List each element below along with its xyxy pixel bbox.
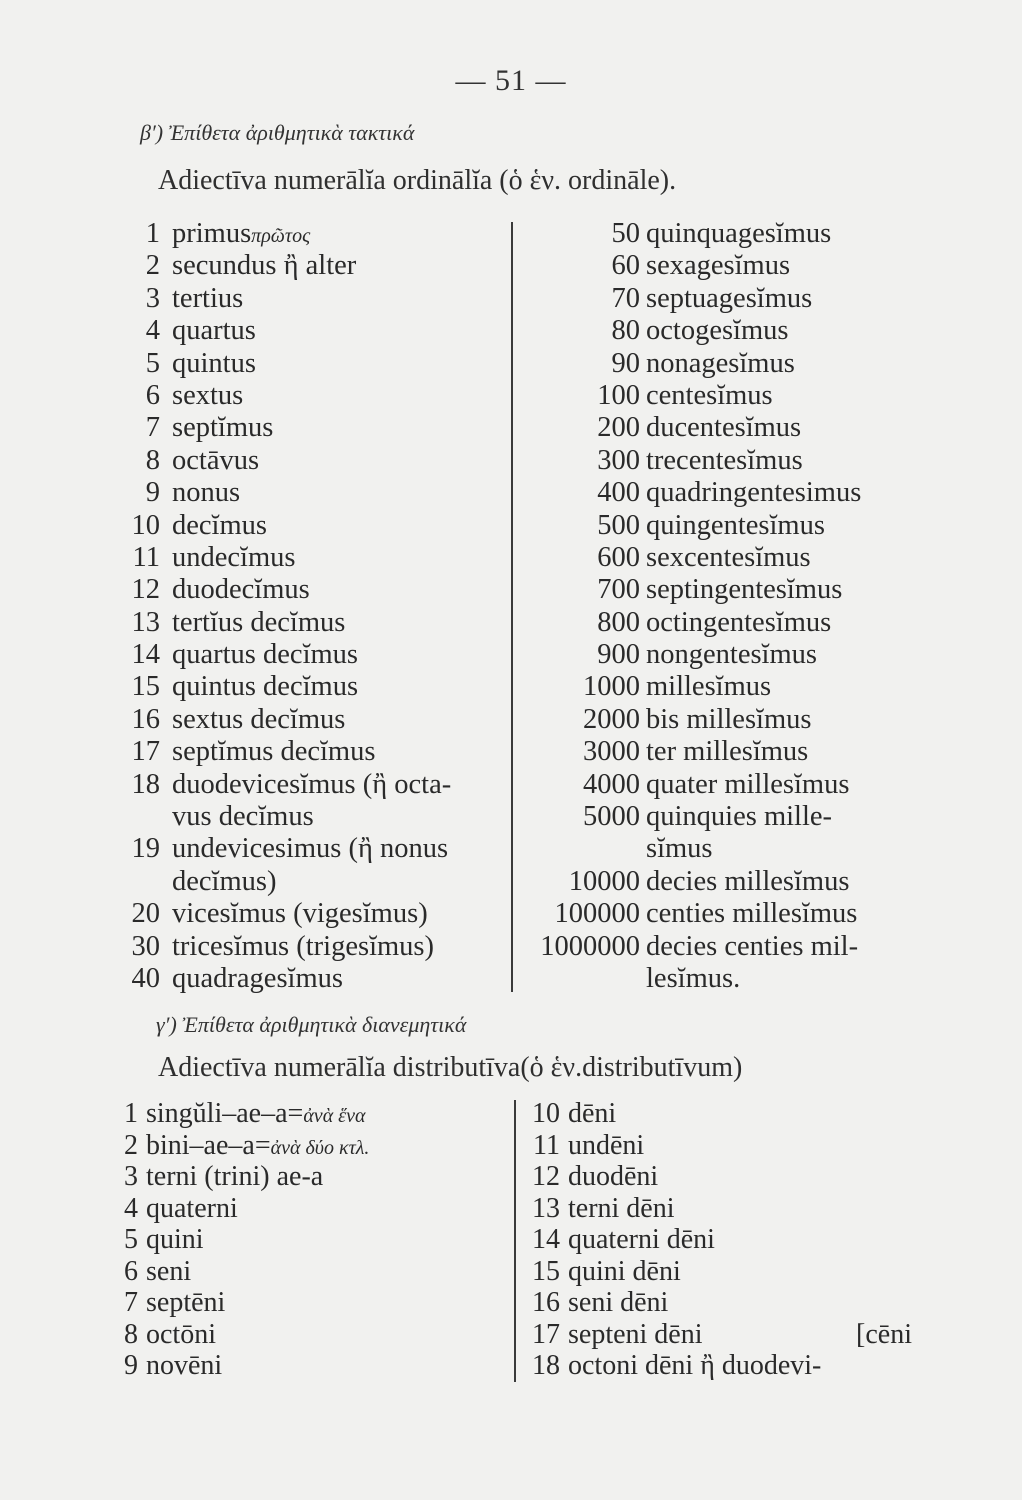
item-text: dēni [568, 1098, 617, 1129]
item-text-continued: decĭmus) [172, 865, 277, 897]
list-item [520, 1193, 912, 1225]
item-text: sexcentesĭmus [646, 541, 811, 573]
item-text: quadragesĭmus [172, 962, 343, 994]
item-text: quinquagesĭmus [646, 218, 832, 249]
list-item [520, 1130, 912, 1162]
item-text: septingentesĭmus [646, 574, 843, 606]
item-text: ter millesĭmus [646, 736, 809, 768]
item-number: 5 [145, 347, 160, 379]
column-divider-2 [514, 1100, 516, 1382]
list-item [505, 833, 861, 865]
item-number: 15 [131, 671, 160, 703]
list-item [520, 1224, 912, 1256]
list-item [118, 1098, 369, 1130]
item-text: septĭmus decĭmus [172, 736, 376, 768]
item-text: duodevicesĭmus (ἢ octa- [172, 768, 452, 800]
item-number: 60 [611, 250, 640, 282]
ordinal-left-column [130, 218, 451, 995]
item-text: duodecĭmus [172, 574, 310, 606]
item-number: 13 [532, 1192, 560, 1224]
list-item [118, 1350, 369, 1382]
item-number: 100000 [554, 898, 640, 930]
item-text: quini [146, 1224, 204, 1255]
section-gamma-title: Adiectīva numerālĭa distributīva(ὁ ἑν.distributīvum) [158, 1052, 743, 1083]
distributive-left-column [118, 1098, 369, 1382]
item-text: secundus ἢ alter [172, 250, 357, 282]
list-item [130, 736, 451, 768]
list-item [520, 1287, 912, 1319]
item-text: trecentesĭmus [646, 444, 803, 476]
list-item [130, 477, 451, 509]
item-number: 15 [532, 1255, 560, 1287]
item-number: 20 [131, 898, 160, 930]
list-item [505, 931, 861, 963]
list-item [505, 607, 861, 639]
item-number: 300 [597, 444, 640, 476]
list-item [130, 607, 451, 639]
greek-gloss: ἀνὰ δύο κτλ. [270, 1136, 370, 1159]
item-text: quartus [172, 315, 256, 347]
item-text: ducentesĭmus [646, 412, 802, 444]
item-text: septĭmus [172, 412, 274, 444]
item-number: 6 [124, 1255, 138, 1287]
list-item [505, 250, 861, 282]
item-number: 8 [145, 444, 160, 476]
item-text: singŭli–ae–a= [146, 1098, 304, 1129]
item-text: sextus [172, 379, 244, 411]
item-text: nongentesĭmus [646, 639, 817, 671]
list-item [118, 1161, 369, 1193]
list-item [118, 1256, 369, 1288]
list-item [505, 412, 861, 444]
list-item [130, 510, 451, 542]
item-number: 8 [124, 1318, 138, 1350]
section-beta-heading: β′) Ἐπίθετα ἀριθμητικὰ τακτικά [140, 120, 415, 145]
item-number: 70 [611, 282, 640, 314]
item-number: 10 [131, 509, 160, 541]
item-number: 2 [145, 250, 160, 282]
item-number: 3000 [583, 736, 640, 768]
list-item [130, 218, 451, 250]
item-number: 3 [124, 1161, 138, 1192]
item-text: nonus [172, 477, 241, 509]
list-item [130, 801, 451, 833]
list-item [130, 963, 451, 995]
item-number: 11 [533, 1129, 560, 1161]
item-text: quini dēni [568, 1255, 681, 1287]
item-text: octingentesĭmus [646, 606, 832, 638]
list-item [505, 542, 861, 574]
list-item [130, 704, 451, 736]
item-number: 9 [145, 477, 160, 509]
page-number: — 51 — [455, 64, 567, 97]
item-number: 400 [597, 477, 640, 509]
item-number: 50 [611, 218, 640, 249]
item-number: 3 [145, 282, 160, 314]
item-number: 1000000 [540, 930, 640, 962]
item-number: 200 [597, 412, 640, 444]
item-text: seni dēni [568, 1287, 669, 1318]
list-item [505, 477, 861, 509]
list-item [505, 445, 861, 477]
section-gamma-heading: γ′) Ἐπίθετα ἀριθμητικὰ διανεμητικά [156, 1012, 467, 1037]
list-item [130, 931, 451, 963]
item-text: terni dēni [568, 1192, 675, 1224]
margin-note: [cēni [856, 1318, 912, 1350]
item-number: 30 [131, 930, 160, 962]
list-item [520, 1256, 912, 1288]
item-number: 100 [597, 379, 640, 411]
item-text: centesĭmus [646, 379, 773, 411]
list-item [130, 445, 451, 477]
item-number: 11 [132, 541, 160, 573]
list-item [130, 769, 451, 801]
list-item [505, 963, 861, 995]
item-number: 10000 [568, 865, 640, 897]
list-item [520, 1161, 912, 1193]
list-item [505, 348, 861, 380]
item-text: bini–ae–a= [146, 1129, 271, 1161]
item-number: 90 [611, 347, 640, 379]
item-text: nonagesĭmus [646, 347, 795, 379]
item-text: quingentesĭmus [646, 509, 825, 541]
item-text: tertius [172, 282, 244, 314]
list-item [520, 1350, 912, 1382]
item-text: seni [146, 1255, 192, 1287]
list-item [118, 1130, 369, 1162]
greek-gloss: πρῶτος [251, 225, 311, 247]
item-text: undēni [568, 1129, 645, 1161]
item-number: 6 [145, 379, 160, 411]
list-item [130, 833, 451, 865]
list-item [505, 315, 861, 347]
item-text: decies centies mil- [646, 930, 859, 962]
item-text: undecĭmus [172, 541, 296, 573]
item-text: duodēni [568, 1161, 659, 1192]
item-number: 4000 [583, 768, 640, 800]
item-number: 12 [532, 1161, 560, 1192]
item-text: quartus decĭmus [172, 639, 359, 671]
list-item [118, 1319, 369, 1351]
item-number: 5000 [583, 801, 640, 833]
item-text: septeni dēni [568, 1318, 703, 1350]
item-text: quintus [172, 347, 256, 379]
item-number: 80 [611, 315, 640, 347]
list-item [505, 736, 861, 768]
list-item [505, 574, 861, 606]
item-number: 1 [124, 1098, 138, 1129]
list-item [505, 704, 861, 736]
section-beta-title: Adiectīva numerālĭa ordinālĭa (ὁ ἑν. ordināle). [158, 165, 677, 196]
item-text-continued: lesĭmus. [646, 962, 741, 994]
list-item [130, 283, 451, 315]
item-text: quaterni dēni [568, 1224, 715, 1255]
list-item [520, 1098, 912, 1130]
item-text: quinquies mille- [646, 801, 833, 833]
item-text-continued: sĭmus [646, 833, 713, 865]
item-number: 1 [145, 218, 160, 249]
item-number: 18 [131, 768, 160, 800]
item-number: 7 [145, 412, 160, 444]
item-number: 17 [532, 1318, 560, 1350]
item-text: decies millesĭmus [646, 865, 850, 897]
item-number: 9 [124, 1350, 138, 1381]
list-item [118, 1287, 369, 1319]
item-number: 900 [597, 639, 640, 671]
item-text: tricesĭmus (trigesĭmus) [172, 930, 434, 962]
item-text: octāvus [172, 444, 260, 476]
ordinal-right-column [505, 218, 861, 995]
item-text: quadringentesimus [646, 477, 862, 509]
item-text: vicesĭmus (vigesĭmus) [172, 898, 428, 930]
list-item [118, 1193, 369, 1225]
item-number: 7 [124, 1287, 138, 1318]
item-number: 14 [131, 639, 160, 671]
list-item [505, 283, 861, 315]
item-number: 13 [131, 606, 160, 638]
item-number: 10 [532, 1098, 560, 1129]
item-number: 12 [131, 574, 160, 606]
list-item [130, 348, 451, 380]
item-number: 4 [124, 1192, 138, 1224]
item-text: tertĭus decĭmus [172, 606, 346, 638]
item-number: 17 [131, 736, 160, 768]
item-number: 18 [532, 1350, 560, 1381]
item-number: 2000 [583, 703, 640, 735]
item-text: quintus decĭmus [172, 671, 359, 703]
item-number: 5 [124, 1224, 138, 1255]
item-number: 19 [131, 833, 160, 865]
list-item [505, 380, 861, 412]
item-number: 800 [597, 606, 640, 638]
item-text: quaterni [146, 1192, 238, 1224]
list-item [505, 898, 861, 930]
item-number: 600 [597, 541, 640, 573]
greek-gloss: ἀνὰ ἕνα [303, 1105, 366, 1127]
item-text: centies millesĭmus [646, 898, 858, 930]
item-text: octogesĭmus [646, 315, 789, 347]
item-text: millesĭmus [646, 671, 772, 703]
item-text: septēni [146, 1287, 226, 1318]
item-text: terni (trini) ae-a [146, 1161, 324, 1192]
item-text: octōni [146, 1318, 216, 1350]
list-item [130, 671, 451, 703]
item-text: septuagesĭmus [646, 282, 813, 314]
distributive-right-column [520, 1098, 912, 1382]
list-item [130, 574, 451, 606]
item-number: 4 [145, 315, 160, 347]
list-item [505, 866, 861, 898]
list-item [130, 898, 451, 930]
list-item [130, 315, 451, 347]
list-item [505, 218, 861, 250]
list-item [130, 380, 451, 412]
item-text: sexagesĭmus [646, 250, 791, 282]
item-number: 700 [597, 574, 640, 606]
item-number: 14 [532, 1224, 560, 1255]
item-number: 1000 [583, 671, 640, 703]
item-text: quater millesĭmus [646, 768, 850, 800]
list-item [130, 412, 451, 444]
item-text-continued: vus decĭmus [172, 801, 314, 833]
list-item [505, 801, 861, 833]
list-item [130, 639, 451, 671]
item-number: 16 [131, 703, 160, 735]
item-text: decĭmus [172, 509, 267, 541]
item-text: sextus decĭmus [172, 703, 346, 735]
list-item [505, 769, 861, 801]
item-text: bis millesĭmus [646, 703, 812, 735]
item-number: 500 [597, 509, 640, 541]
item-text: primus [172, 218, 252, 249]
item-number: 40 [131, 962, 160, 994]
list-item [520, 1319, 912, 1351]
list-item [130, 250, 451, 282]
item-text: novēni [146, 1350, 223, 1381]
list-item [505, 639, 861, 671]
list-item [118, 1224, 369, 1256]
item-number: 2 [124, 1129, 138, 1161]
list-item [130, 542, 451, 574]
item-text: undevicesimus (ἢ nonus [172, 833, 449, 865]
list-item [130, 866, 451, 898]
item-number: 16 [532, 1287, 560, 1318]
list-item [505, 510, 861, 542]
item-text: octoni dēni ἢ duodevi- [568, 1350, 822, 1381]
list-item [505, 671, 861, 703]
